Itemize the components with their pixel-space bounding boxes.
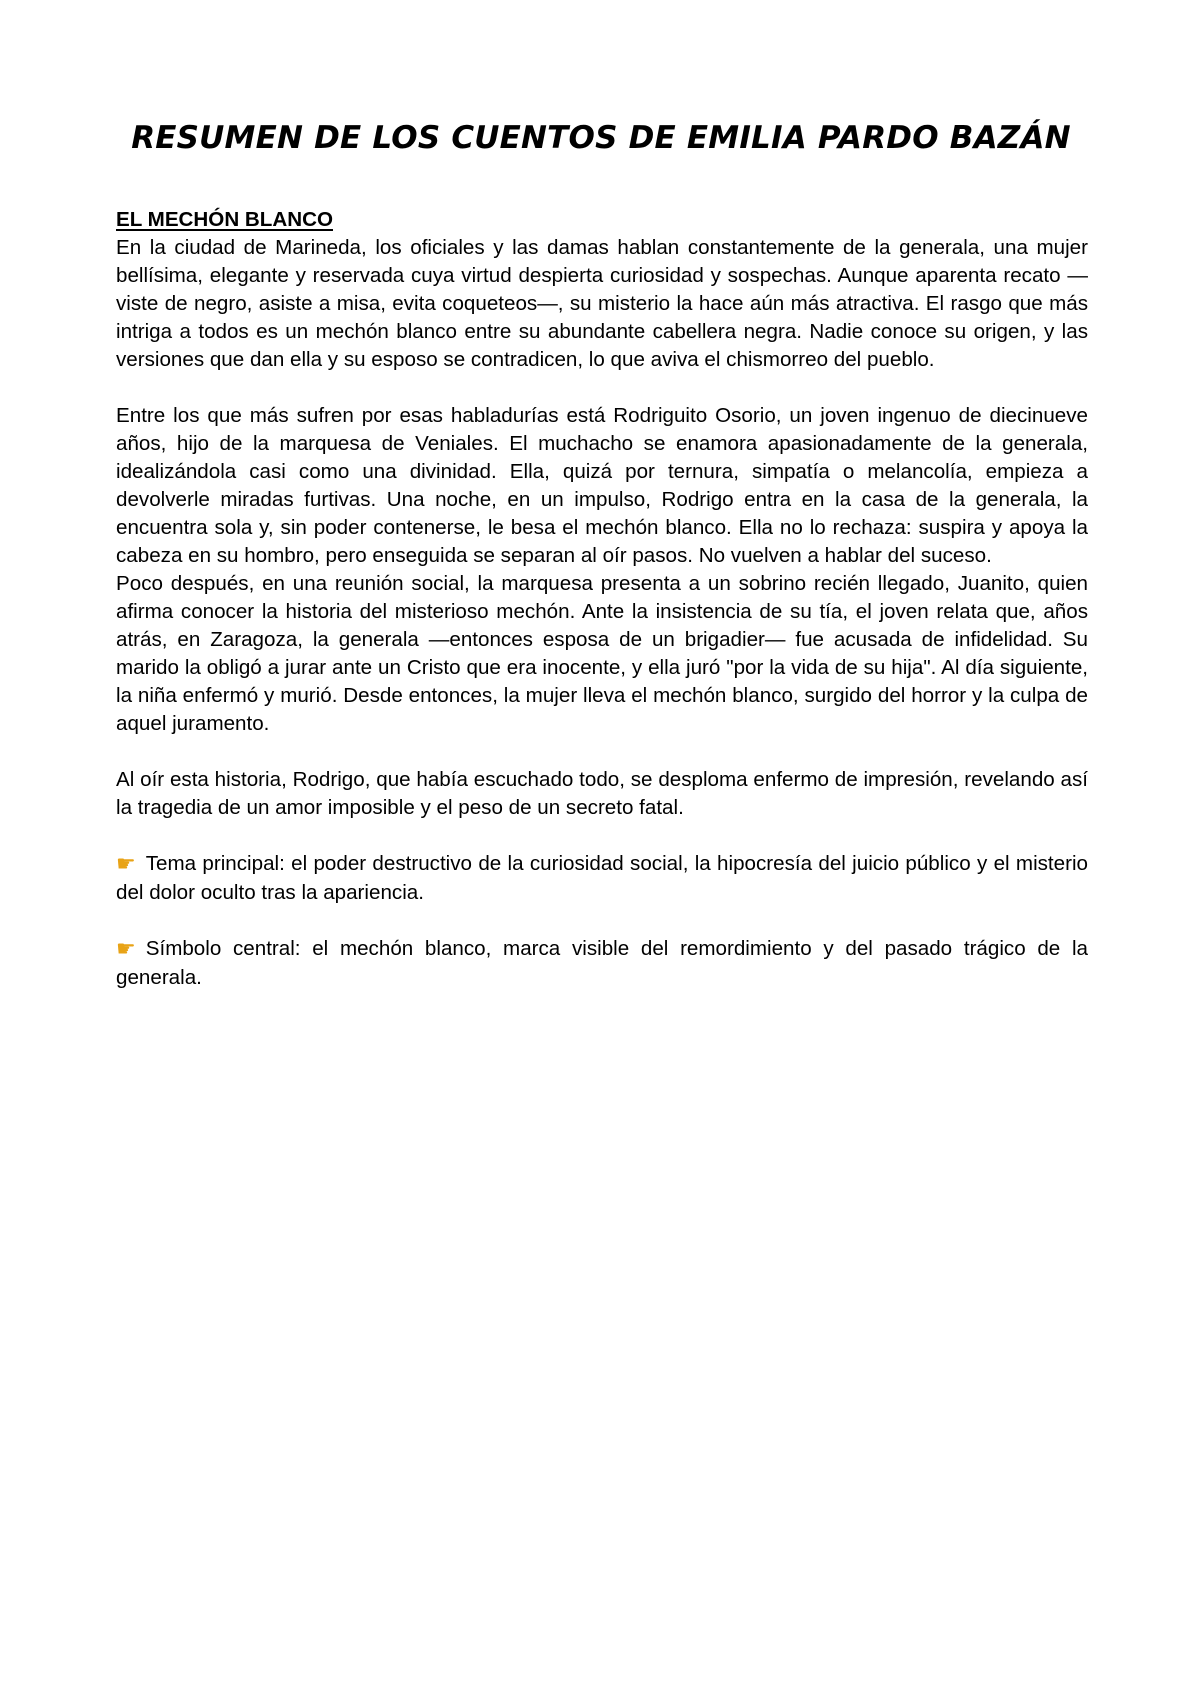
document-body <box>116 206 1088 992</box>
paragraph-intro: En la ciudad de Marineda, los oficiales y las damas hablan constantemente de la generala, una mujer bellísima, elegante y reservada cuya virtud despierta curiosidad y sospechas. Aunque aparenta recato —viste de negro, asiste a misa, evita coqueteos—, su misterio la hace aún más atractiva. El rasgo que más intriga a todos es un mechón blanco entre su abundante cabellera negra. Nadie conoce su origen, y las versiones que dan ella y su esposo se contradicen, lo que aviva el chismorreo del pueblo. <box>116 236 1088 371</box>
paragraph-juanito: Poco después, en una reunión social, la marquesa presenta a un sobrino recién llegado, Juanito, quien afirma conocer la historia del misterioso mechón. Ante la insistencia de su tía, el joven relata que, años atrás, en Zaragoza, la generala —entonces esposa de un brigadier— fue acusada de infidelidad. Su marido la obligó a jurar ante un Cristo que era inocente, y ella juró "por la vida de su hija". Al día siguiente, la niña enfermó y murió. Desde entonces, la mujer lleva el mechón blanco, surgido del horror y la culpa de aquel juramento. <box>116 572 1088 735</box>
paragraph-spacer <box>116 907 1088 935</box>
paragraph-spacer <box>116 374 1088 402</box>
paragraph-rodrigo: Entre los que más sufren por esas habladurías está Rodriguito Osorio, un joven ingenuo de diecinueve años, hijo de la marquesa de Veniales. El muchacho se enamora apasionadamente de la generala, idealizándola casi como una divinidad. Ella, quizá por ternura, simpatía o melancolía, empieza a devolverle miradas furtivas. Una noche, en un impulso, Rodrigo entra en la casa de la generala, la encuentra sola y, sin poder contenerse, le besa el mechón blanco. Ella no lo rechaza: suspira y apoya la cabeza en su hombro, pero enseguida se separan al oír pasos. No vuelven a hablar del suceso. <box>116 404 1088 567</box>
paragraph-ending: Al oír esta historia, Rodrigo, que había escuchado todo, se desploma enfermo de impresión, revelando así la tragedia de un amor imposible y el peso de un secreto fatal. <box>116 768 1088 819</box>
pointing-hand-icon: ☛ <box>116 937 136 962</box>
note-symbol <box>116 935 1088 992</box>
paragraph-spacer <box>116 738 1088 766</box>
note-symbol-text: Símbolo central: el mechón blanco, marca visible del remordimiento y del pasado trágico de la generala. <box>116 937 1088 989</box>
note-theme <box>116 850 1088 907</box>
document-title: RESUMEN DE LOS CUENTOS DE EMILIA PARDO BAZÁN <box>131 120 1071 156</box>
note-theme-text: Tema principal: el poder destructivo de la curiosidad social, la hipocresía del juicio público y el misterio del dolor oculto tras la apariencia. <box>116 852 1088 904</box>
paragraph-spacer <box>116 822 1088 850</box>
section-heading: EL MECHÓN BLANCO <box>116 208 333 231</box>
pointing-hand-icon: ☛ <box>116 852 136 877</box>
